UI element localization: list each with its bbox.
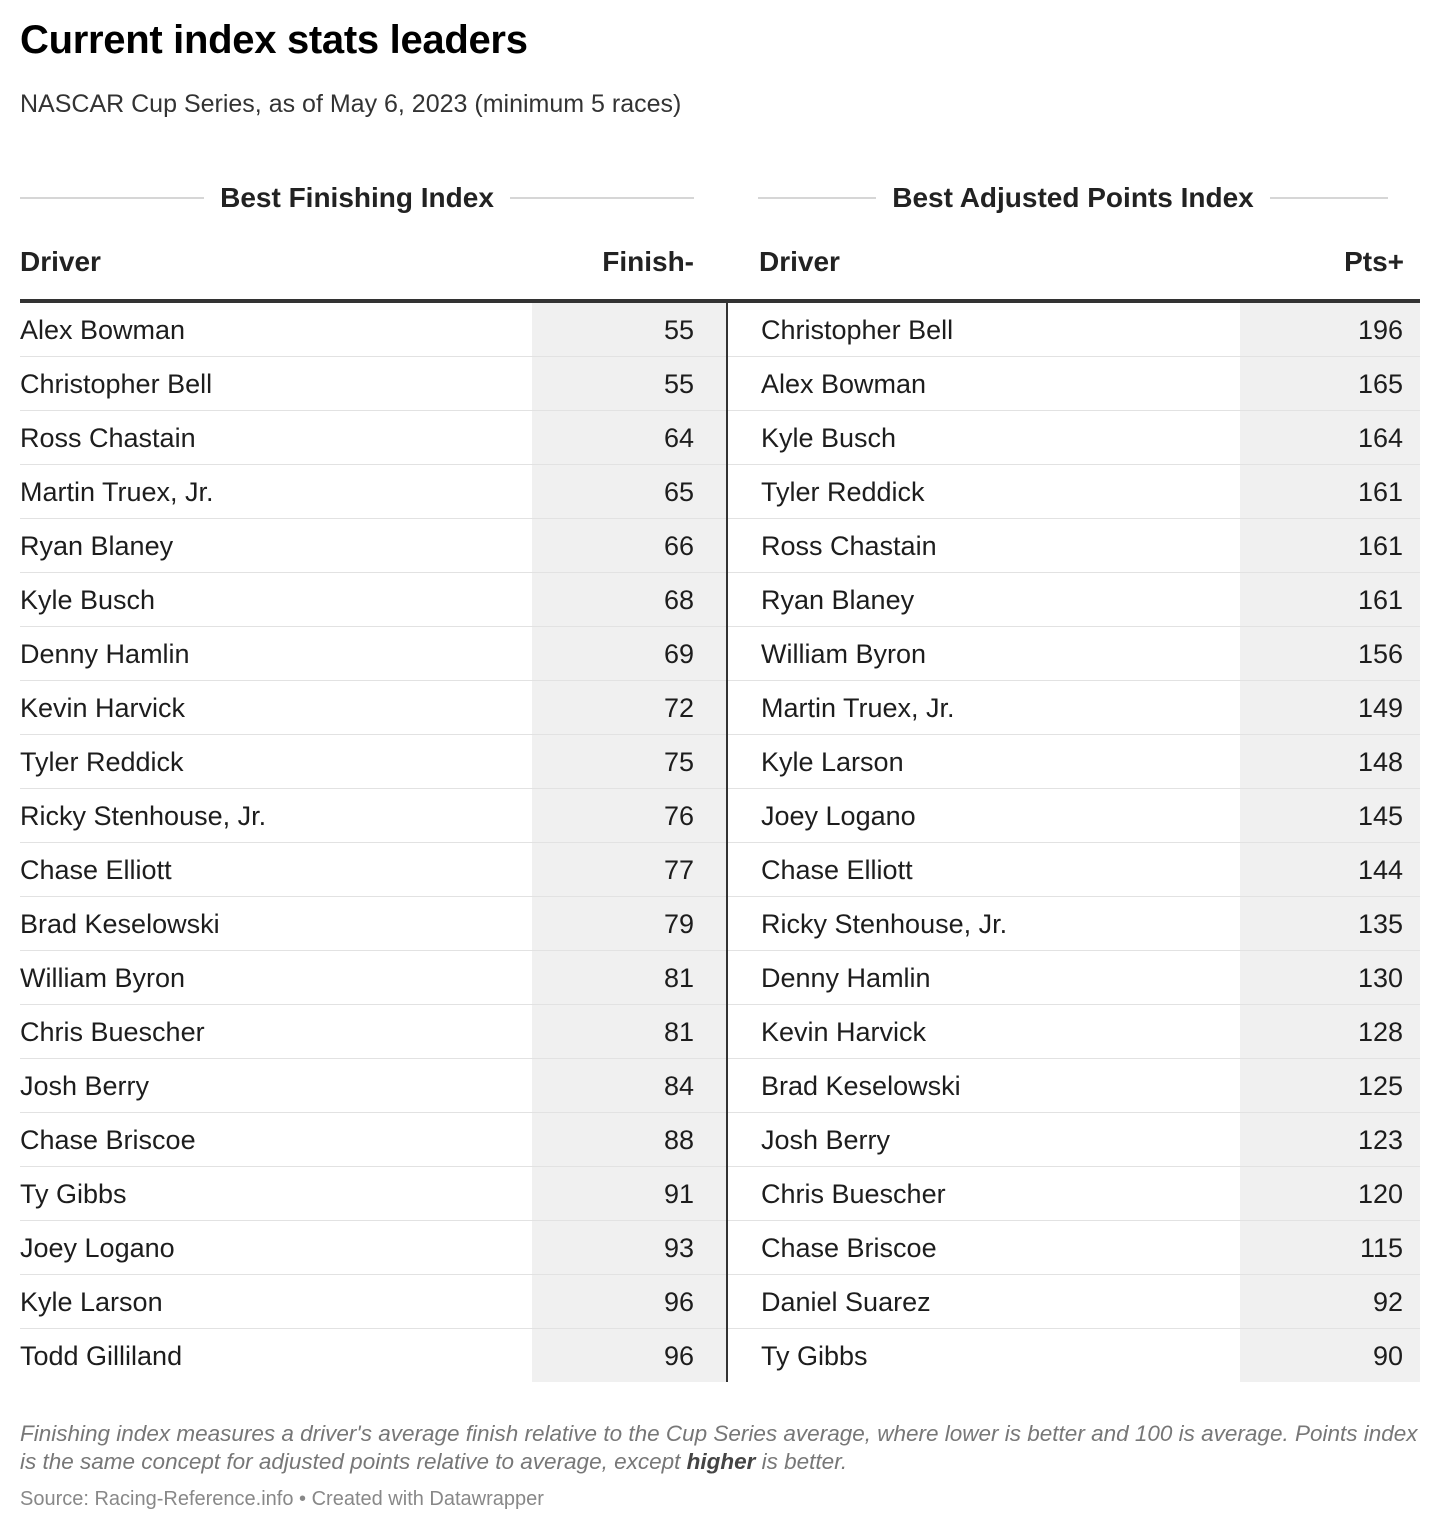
driver-name: Kyle Busch [761,422,897,453]
driver-name: Martin Truex, Jr. [20,476,214,507]
points-index-group-title: Best Adjusted Points Index [892,182,1254,213]
footnote [20,1420,1420,1476]
group-rule-left [758,197,876,199]
finishing-table-row [20,627,694,681]
driver-name: William Byron [761,638,927,669]
finish-index-value: 96 [663,1286,694,1317]
finishing-table-row [20,789,694,843]
driver-name: Chase Elliott [761,854,913,885]
driver-name: Todd Gilliland [20,1340,183,1371]
driver-name: Ricky Stenhouse, Jr. [761,908,1008,939]
points-table-row [761,789,1403,843]
points-table-row [761,735,1403,789]
pts-index-value: 161 [1357,530,1403,561]
driver-name: Martin Truex, Jr. [761,692,955,723]
driver-name: Chase Briscoe [20,1124,196,1155]
finish-index-value: 84 [663,1070,694,1101]
points-table-row [761,681,1403,735]
points-table-row [761,411,1403,465]
points-table-row [761,573,1403,627]
driver-name: Ryan Blaney [20,530,174,561]
points-table-row [761,843,1403,897]
pts-index-value: 115 [1359,1232,1403,1263]
driver-name: Alex Bowman [20,314,186,345]
finishing-table-row [20,465,694,519]
pts-index-value: 120 [1357,1178,1403,1209]
finishing-index-group-header [20,178,694,218]
points-table-row [761,951,1403,1005]
points-table-row [761,1167,1403,1221]
pts-index-value: 90 [1372,1340,1403,1371]
finish-index-value: 91 [663,1178,694,1209]
driver-name: Ross Chastain [761,530,937,561]
finish-index-value: 79 [663,908,694,939]
driver-name: Ricky Stenhouse, Jr. [20,800,267,831]
driver-name: Ty Gibbs [761,1340,868,1371]
driver-name: Chase Elliott [20,854,172,885]
pts-index-value: 125 [1357,1070,1403,1101]
driver-name: William Byron [20,962,186,993]
driver-name: Alex Bowman [761,368,927,399]
pts-index-value: 161 [1357,476,1403,507]
pts-index-value: 130 [1357,962,1403,993]
finish-index-value: 77 [663,854,694,885]
finish-index-value: 55 [663,314,694,345]
driver-name: Joey Logano [761,800,916,831]
pts-index-value: 161 [1357,584,1403,615]
finish-index-value: 96 [663,1340,694,1371]
driver-name: Chris Buescher [20,1016,205,1047]
points-table-row [761,897,1403,951]
finishing-table-row [20,573,694,627]
footnote-text-end: is better. [755,1449,848,1474]
points-table-row [761,1275,1403,1329]
finishing-table-row [20,1113,694,1167]
pts-index-value: 135 [1357,908,1403,939]
finishing-index-group-title: Best Finishing Index [220,182,494,213]
pts-index-value: 128 [1357,1016,1403,1047]
right-driver-column-header[interactable]: Driver [759,246,840,277]
finish-index-value: 93 [663,1232,694,1263]
points-table-row [761,627,1403,681]
points-table-row [761,465,1403,519]
finish-index-value: 81 [663,962,694,993]
driver-name: Daniel Suarez [761,1286,931,1317]
driver-name: Tyler Reddick [20,746,184,777]
driver-name: Chase Briscoe [761,1232,937,1263]
pts-index-value: 196 [1357,314,1403,345]
finish-index-value: 64 [663,422,694,453]
pts-index-value: 144 [1357,854,1403,885]
finishing-table-row [20,1275,694,1329]
finishing-table-row [20,1329,694,1383]
pts-index-value: 92 [1372,1286,1403,1317]
group-rule-right [1270,197,1388,199]
points-table-row [761,1005,1403,1059]
pts-index-value: 164 [1357,422,1403,453]
driver-name: Ross Chastain [20,422,196,453]
left-driver-column-header[interactable]: Driver [20,246,101,277]
finishing-table-row [20,1059,694,1113]
driver-name: Ryan Blaney [761,584,915,615]
pts-index-value: 145 [1357,800,1403,831]
driver-name: Ty Gibbs [20,1178,127,1209]
footnote-text: Finishing index measures a driver's average finish relative to the Cup Series average, where lower is better and 100 is average. Points index is the same concept for adjusted points relative to average, except [20,1421,1418,1474]
driver-name: Christopher Bell [20,368,213,399]
finish-index-value: 65 [663,476,694,507]
driver-name: Joey Logano [20,1232,175,1263]
driver-name: Brad Keselowski [761,1070,961,1101]
finish-index-value: 76 [663,800,694,831]
finish-index-value: 75 [663,746,694,777]
driver-name: Chris Buescher [761,1178,946,1209]
finish-index-value: 69 [663,638,694,669]
finishing-table-row [20,357,694,411]
driver-name: Kevin Harvick [20,692,186,723]
driver-name: Kyle Larson [761,746,904,777]
points-table-row [761,1113,1403,1167]
driver-name: Christopher Bell [761,314,954,345]
driver-name: Denny Hamlin [20,638,190,669]
finishing-table-row [20,1221,694,1275]
driver-name: Denny Hamlin [761,962,931,993]
pts-index-value: 165 [1357,368,1403,399]
finishing-table-row [20,519,694,573]
finish-index-value: 55 [663,368,694,399]
pts-index-value: 149 [1357,692,1403,723]
finishing-table-row [20,843,694,897]
points-table-row [761,1221,1403,1275]
chart-subtitle: NASCAR Cup Series, as of May 6, 2023 (minimum 5 races) [20,90,682,118]
finishing-table-row [20,1167,694,1221]
points-table-row [761,303,1403,357]
finish-index-value: 88 [663,1124,694,1155]
driver-name: Kyle Larson [20,1286,163,1317]
finishing-table-row [20,897,694,951]
finish-column-header[interactable]: Finish- [602,246,694,277]
chart-title: Current index stats leaders [20,18,528,62]
finishing-table-row [20,303,694,357]
finishing-table-row [20,735,694,789]
finishing-table-row [20,951,694,1005]
driver-name: Tyler Reddick [761,476,925,507]
driver-name: Josh Berry [20,1070,150,1101]
points-table-row [761,519,1403,573]
points-table-row [761,357,1403,411]
points-table-row [761,1329,1403,1383]
pts-index-value: 156 [1357,638,1403,669]
finish-index-value: 81 [663,1016,694,1047]
finishing-table-row [20,411,694,465]
group-rule-right [510,197,694,199]
footnote-emphasis: higher [686,1449,756,1474]
driver-name: Kyle Busch [20,584,156,615]
finish-index-value: 72 [663,692,694,723]
pts-column-header[interactable]: Pts+ [1344,246,1404,277]
pts-index-value: 148 [1357,746,1403,777]
finishing-table-row [20,1005,694,1059]
group-rule-left [20,197,204,199]
points-table-row [761,1059,1403,1113]
points-index-group-header [758,178,1388,218]
source-credit: Source: Racing-Reference.info • Created with Datawrapper [20,1488,544,1510]
driver-name: Brad Keselowski [20,908,220,939]
finish-index-value: 68 [663,584,694,615]
pts-index-value: 123 [1357,1124,1403,1155]
driver-name: Kevin Harvick [761,1016,927,1047]
finish-index-value: 66 [663,530,694,561]
driver-name: Josh Berry [761,1124,891,1155]
finishing-table-row [20,681,694,735]
